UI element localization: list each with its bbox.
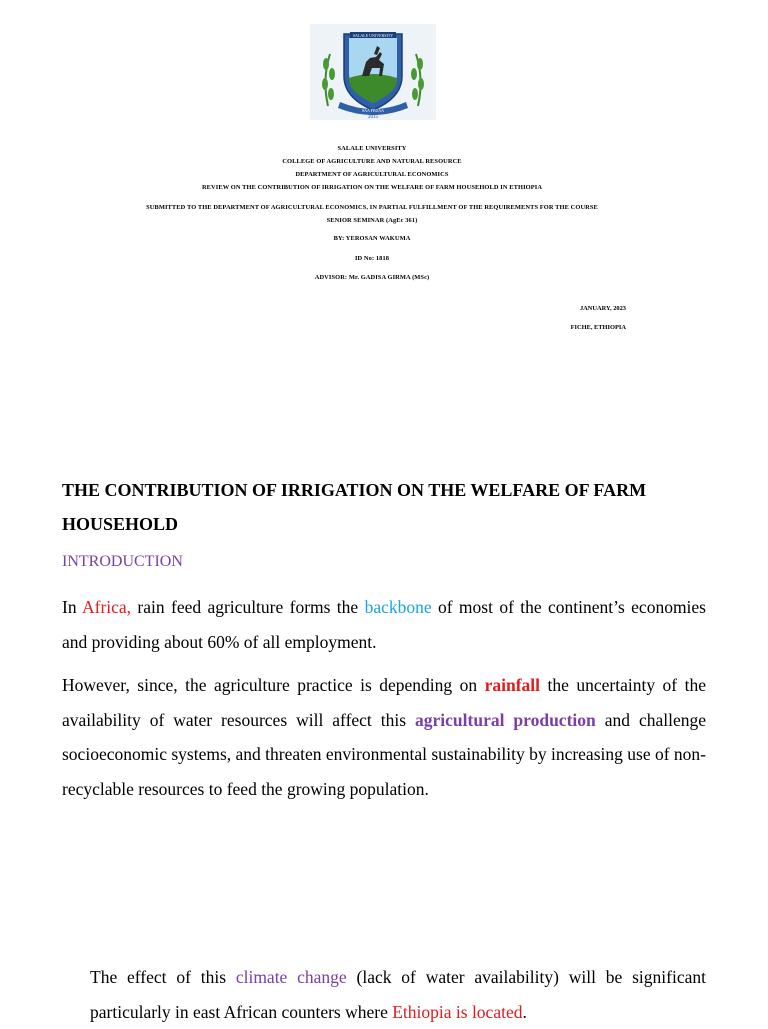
course-name: SENIOR SEMINAR (AgEc 361) [326,217,418,224]
submission-place: FICHE, ETHIOPIA [570,324,626,331]
cover-submission [60,201,684,227]
college-name: COLLEGE OF AGRICULTURE AND NATURAL RESOURCE [282,158,462,165]
para2-text-1: However, since, the agriculture practice is depending on [62,675,485,695]
highlight-africa: Africa, [81,597,132,617]
section-heading: INTRODUCTION [62,553,183,570]
para2-text-2: the uncertainty of the availability of water resources will affect this [62,675,706,730]
highlight-backbone: backbone [364,597,432,617]
university-seal-icon [310,24,436,120]
submission-date: JANUARY, 2023 [579,305,626,312]
advisor-line: ADVISOR: Mr. GADISA GIRMA (MSc) [314,274,430,281]
para3-text-1: The effect of this [90,967,236,987]
university-name: SALALE UNIVERSITY [337,145,407,152]
para1-text-1: In [62,597,82,617]
seal-year: 2015 [368,115,378,120]
highlight-climate-change: climate change [235,967,347,987]
paragraph-1 [62,590,706,659]
para1-text-3: of most of the continent’s economies and providing about 60% of all employment. [62,597,706,652]
para3-text-3: . [522,1001,527,1022]
submitted-to: SUBMITTED TO THE DEPARTMENT OF AGRICULTURAL ECONOMICS, IN PARTIAL FULFILLMENT OF THE REQUIREMENTS FOR THE COURSE [146,204,598,211]
id-number: ID No: 1818 [354,255,390,262]
department-name: DEPARTMENT OF AGRICULTURAL ECONOMICS [295,171,449,178]
paragraph-3 [90,960,706,1029]
highlight-rainfall: rainfall [484,675,541,695]
highlight-ethiopia: Ethiopia is located [392,1001,523,1022]
main-title: THE CONTRIBUTION OF IRRIGATION ON THE WELFARE OF FARM HOUSEHOLD [62,480,647,534]
review-title: REVIEW ON THE CONTRIBUTION OF IRRIGATION ON THE WELFARE OF FARM HOUSEHOLD IN ETHIOPIA [201,184,543,191]
author-line: BY: YEROSAN WAKUMA [333,235,411,242]
para3-text-2: (lack of water availability) will be significant particularly in east African counters where [90,967,706,1022]
para1-text-2: rain feed agriculture forms the [131,597,365,617]
cover-header [60,142,684,194]
para2-text-3: and challenge socioeconomic systems, and threaten environmental sustainability by increasing use of non-recyclable resources to feed the growing population. [62,709,706,799]
highlight-agricultural-production: agricultural production [415,709,596,730]
seal-motto: SAA FEDAA [361,108,385,113]
seal-banner-text: SALALE UNIVERSITY [352,33,394,38]
university-logo [310,24,436,120]
paragraph-2 [62,668,706,806]
